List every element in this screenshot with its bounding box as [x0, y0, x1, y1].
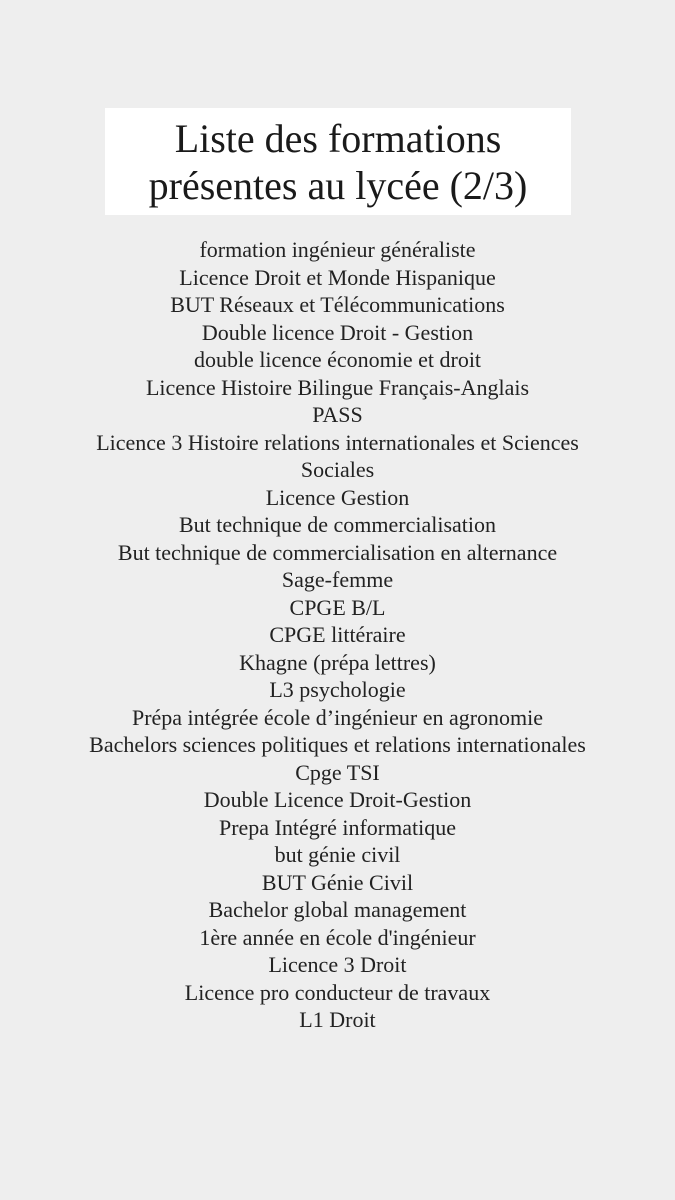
list-item: But technique de commercialisation en alternance [117, 539, 558, 565]
list-item: Licence 3 Histoire relations internationales et Sciences Sociales [96, 429, 579, 482]
list-item: Prepa Intégré informatique [218, 814, 456, 840]
list-item: Bachelor global management [208, 897, 467, 922]
list-item: CPGE littéraire [269, 622, 406, 647]
list-item: Double Licence Droit-Gestion [203, 787, 472, 812]
list-item: 1ère année en école d'ingénieur [199, 924, 476, 950]
list-item: Prépa intégrée école d’ingénieur en agronomie [131, 704, 544, 730]
list-item: PASS [312, 402, 363, 427]
title-card [105, 108, 571, 215]
list-item: Licence Histoire Bilingue Français-Anglais [145, 374, 530, 400]
list-item: L3 psychologie [269, 677, 406, 702]
list-item: L1 Droit [299, 1007, 376, 1032]
title-line-2: présentes au lycée (2/3) [148, 163, 528, 208]
list-item: Double licence Droit - Gestion [201, 319, 474, 345]
title-line-1: Liste des formations [174, 116, 502, 161]
list-item: BUT Réseaux et Télécommunications [170, 292, 505, 317]
list-item: Cpge TSI [295, 759, 380, 785]
list-item: Licence Droit et Monde Hispanique [179, 264, 496, 290]
list-item: Bachelors sciences politiques et relations internationales [89, 732, 586, 757]
list-item: Licence pro conducteur de travaux [184, 979, 491, 1005]
list-item: BUT Génie Civil [261, 869, 414, 895]
list-item: double licence économie et droit [193, 347, 482, 372]
list-item: But technique de commercialisation [178, 512, 497, 537]
formations-list [0, 236, 675, 1034]
list-item: Licence 3 Droit [268, 952, 407, 977]
list-item: CPGE B/L [289, 594, 386, 620]
list-item: Khagne (prépa lettres) [239, 649, 436, 675]
list-item: Licence Gestion [265, 484, 410, 510]
list-item: Sage-femme [281, 567, 394, 592]
list-item: formation ingénieur généraliste [199, 237, 476, 262]
list-item: but génie civil [274, 842, 401, 867]
